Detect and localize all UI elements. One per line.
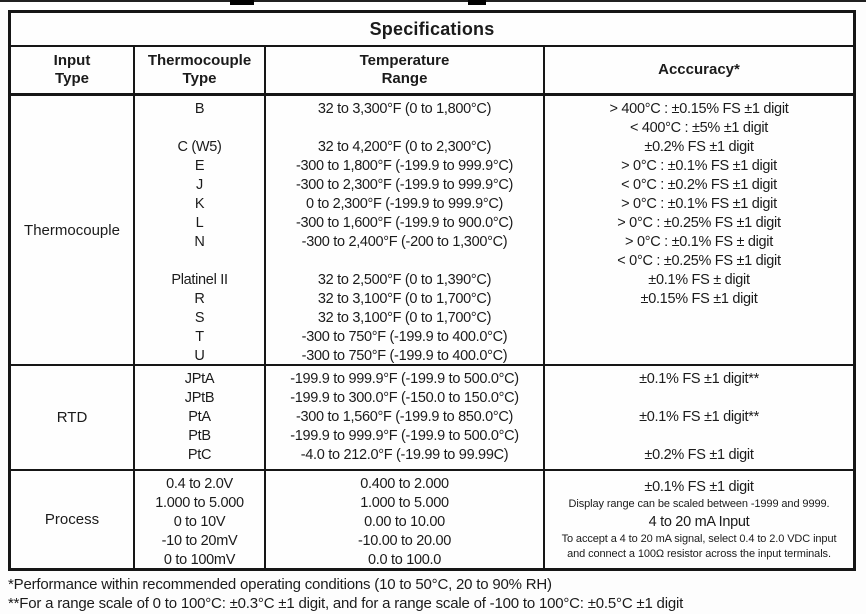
cell-line: ±0.2% FS ±1 digit — [644, 139, 754, 155]
rtd-type-cell — [135, 366, 266, 469]
cell-line: -300 to 1,600°F (-199.9 to 900.0°C) — [295, 215, 514, 231]
header-line: Input — [53, 52, 91, 69]
cell-line: ±0.2% FS ±1 digit — [644, 447, 754, 463]
cell-line: PtC — [187, 447, 212, 463]
cell-line: > 0°C : ±0.1% FS ± digit — [625, 234, 773, 250]
cell-line: 0.00 to 10.00 — [364, 514, 445, 530]
cell-line — [266, 252, 543, 271]
header-input-type — [11, 47, 135, 93]
scan-artifact-mark — [468, 0, 486, 5]
cell-line: 32 to 3,100°F (0 to 1,700°C) — [317, 310, 492, 326]
cell-line: 32 to 2,500°F (0 to 1,390°C) — [317, 272, 492, 288]
cell-line: > 0°C : ±0.25% FS ±1 digit — [617, 215, 781, 231]
cell-line: < 0°C : ±0.2% FS ±1 digit — [621, 177, 777, 193]
cell-line: -10 to 20mV — [161, 533, 238, 549]
cell-line: 0.400 to 2.000 — [360, 476, 449, 492]
cell-line — [135, 252, 264, 271]
cell-line: -300 to 750°F (-199.9 to 400.0°C) — [301, 329, 508, 345]
cell-line: ±0.1% FS ±1 digit** — [639, 409, 759, 425]
cell-line: -199.9 to 999.9°F (-199.9 to 500.0°C) — [290, 371, 519, 387]
cell-line: 1.000 to 5.000 — [155, 495, 244, 511]
cell-line: 0 to 100mV — [163, 552, 236, 568]
cell-line: > 400°C : ±0.15% FS ±1 digit — [609, 101, 789, 117]
input-type-label-rtd: RTD — [11, 366, 135, 469]
cell-line: N — [194, 234, 205, 250]
cell-line: -300 to 750°F (-199.9 to 400.0°C) — [301, 348, 508, 364]
cell-line — [545, 328, 853, 347]
cell-line: 0 to 10V — [173, 514, 226, 530]
specifications-table — [8, 10, 856, 571]
cell-line: E — [194, 158, 205, 174]
temperature-range-cell — [266, 366, 545, 469]
cell-line: -199.9 to 999.9°F (-199.9 to 500.0°C) — [290, 428, 519, 444]
cell-line: 0.0 to 100.0 — [368, 552, 441, 568]
cell-line: and connect a 100Ω resistor across the input terminals. — [567, 548, 831, 560]
cell-line: 0 to 2,300°F (-199.9 to 999.9°C) — [305, 196, 504, 212]
cell-line: -300 to 2,400°F (-200 to 1,300°C) — [301, 234, 508, 250]
cell-line: < 0°C : ±0.25% FS ±1 digit — [617, 253, 781, 269]
header-line: Type — [55, 70, 89, 87]
cell-line: -300 to 1,560°F (-199.9 to 850.0°C) — [295, 409, 514, 425]
cell-line: J — [196, 177, 203, 193]
cell-line: ±0.1% FS ± digit — [648, 272, 750, 288]
header-thermocouple-type — [135, 47, 266, 93]
cell-line: K — [194, 196, 205, 212]
cell-line: > 0°C : ±0.1% FS ±1 digit — [621, 196, 777, 212]
input-type-label-process: Process — [11, 471, 135, 568]
section-rtd — [11, 366, 853, 471]
cell-line: S — [194, 310, 205, 326]
cell-line: ±0.1% FS ±1 digit — [644, 479, 754, 495]
cell-line: < 400°C : ±5% ±1 digit — [629, 120, 769, 136]
cell-line: To accept a 4 to 20 mA signal, select 0.4 to 2.0 VDC input — [561, 533, 837, 545]
cell-line: PtB — [188, 428, 211, 444]
cell-line — [545, 309, 853, 328]
header-temperature-range — [266, 47, 545, 93]
cell-line: ±0.1% FS ±1 digit** — [639, 371, 759, 387]
footnote-2: **For a range scale of 0 to 100°C: ±0.3°C ±1 digit, and for a range scale of -100 to 100°C: ±0.5°C ±1 digit — [8, 595, 684, 612]
cell-line: R — [194, 291, 205, 307]
accuracy-cell — [545, 471, 853, 568]
cell-line: 0.4 to 2.0V — [166, 476, 233, 492]
accuracy-cell — [545, 96, 853, 364]
process-input-cell — [135, 471, 266, 568]
header-line: Acccuracy* — [658, 61, 740, 78]
footnotes — [8, 575, 683, 613]
cell-line: U — [194, 348, 205, 364]
cell-line: PtA — [188, 409, 211, 425]
display-range-cell — [266, 471, 545, 568]
accuracy-cell — [545, 366, 853, 469]
cell-line: Display range can be scaled between -1999 and 9999. — [568, 498, 830, 510]
header-line: Range — [381, 70, 428, 87]
scan-artifact-line — [0, 0, 866, 2]
cell-line: L — [195, 215, 204, 231]
cell-line: ±0.15% FS ±1 digit — [640, 291, 758, 307]
cell-line — [545, 427, 853, 446]
cell-line: > 0°C : ±0.1% FS ±1 digit — [621, 158, 777, 174]
cell-line — [266, 119, 543, 138]
cell-line: JPtA — [184, 371, 215, 387]
header-line: Thermocouple — [147, 52, 252, 69]
table-title: Specifications — [11, 13, 853, 47]
section-process — [11, 471, 853, 568]
cell-line — [545, 389, 853, 408]
cell-line: Platinel II — [171, 272, 228, 288]
cell-line: 4 to 20 mA Input — [648, 514, 750, 530]
cell-line: -300 to 1,800°F (-199.9 to 999.9°C) — [295, 158, 514, 174]
cell-line: JPtB — [184, 390, 215, 406]
scan-artifact-mark — [230, 0, 254, 5]
header-line: Type — [182, 70, 217, 87]
footnote-1: *Performance within recommended operating conditions (10 to 50°C, 20 to 90% RH) — [8, 576, 552, 593]
cell-line: 32 to 3,100°F (0 to 1,700°C) — [317, 291, 492, 307]
thermocouple-type-cell — [135, 96, 266, 364]
cell-line: C (W5) — [177, 139, 222, 155]
cell-line: T — [195, 329, 204, 345]
input-type-label-thermocouple: Thermocouple — [11, 96, 135, 364]
cell-line — [545, 347, 853, 366]
header-accuracy — [545, 47, 853, 93]
cell-line: 1.000 to 5.000 — [360, 495, 449, 511]
cell-line: -10.00 to 20.00 — [357, 533, 452, 549]
cell-line — [135, 119, 264, 138]
cell-line: -300 to 2,300°F (-199.9 to 999.9°C) — [295, 177, 514, 193]
temperature-range-cell — [266, 96, 545, 364]
section-thermocouple — [11, 96, 853, 366]
header-line: Temperature — [359, 52, 450, 69]
cell-line: 32 to 3,300°F (0 to 1,800°C) — [317, 101, 492, 117]
cell-line: B — [194, 101, 205, 117]
cell-line: -199.9 to 300.0°F (-150.0 to 150.0°C) — [290, 390, 519, 406]
table-header-row — [11, 47, 853, 96]
cell-line: -4.0 to 212.0°F (-19.99 to 99.99C) — [300, 447, 509, 463]
cell-line: 32 to 4,200°F (0 to 2,300°C) — [317, 139, 492, 155]
